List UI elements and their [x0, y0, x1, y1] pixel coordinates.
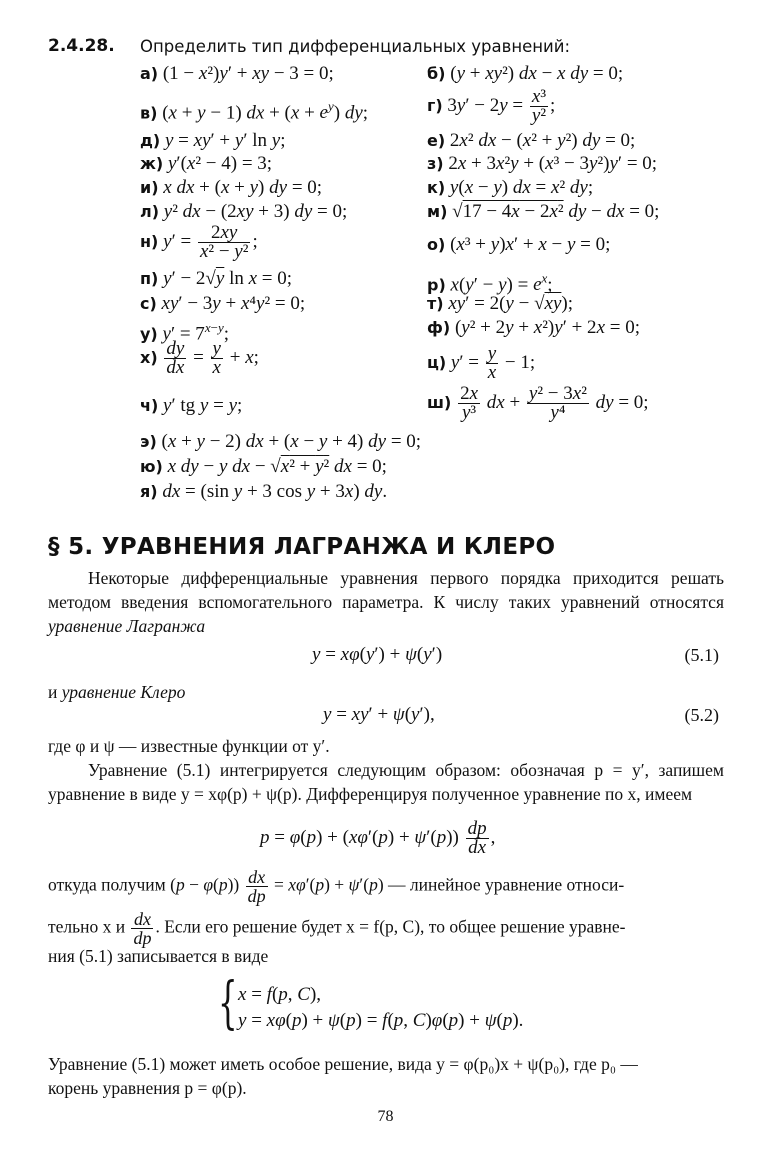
equation-5-2: y = xy′ + ψ(y′), — [323, 704, 435, 725]
equation-g: г) 3y′ − 2y = $\frac{\text{x³}}{\text{y²}}$ ; — [427, 86, 556, 126]
equation-l: л) y² dx − (2xy + 3) dy = 0; — [140, 201, 348, 222]
where-text: где φ и ψ — известные функции от y′. — [48, 736, 330, 756]
equation-eh: э) (x + y − 2) dx + (x − y + 4) dy = 0; — [140, 431, 422, 452]
system-line-2: y = xφ(p) + ψ(p) = f(p, C)φ(p) + ψ(p). — [238, 1010, 524, 1031]
equation-sh: ш) $\frac{2x}{\text{y³}}$ dx + $\frac{\text{y² − 3x²}}{\text{y⁴}}$ dy = 0; — [427, 383, 649, 423]
page-number: 78 — [377, 1108, 394, 1125]
equation-ya: я) dx = (sin y + 3 cos y + 3x) dy. — [140, 481, 388, 502]
equation-zh: ж) y′(x² − 4) = 3; — [140, 153, 273, 174]
equation-r: р) $x(y' - y) = e^x$; — [427, 271, 553, 296]
equation-m: м) √17 − 4x − 2x² dy − dx = 0; — [427, 201, 660, 222]
equation-s: с) xy′ − 3y + x⁴y² = 0; — [140, 293, 306, 314]
equation-z: з) 2x + 3x²y + (x³ − 3y²)y′ = 0; — [427, 153, 658, 174]
from-text-line: откуда получим (p − φ(p)) $\frac{dx}{dp}$ = xφ′(p) + ψ′(p) — линейное уравнение относи- — [48, 867, 625, 906]
equation-u: у) $y' = 7^{x-y}$; — [140, 320, 229, 345]
equation-i: и) x dx + (x + y) dy = 0; — [140, 177, 323, 198]
equation-yu: ю) x dy − y dx − √x² + y² dx = 0; — [140, 456, 387, 477]
method-paragraph: Уравнение (5.1) интегрируется следующим образом: обозначая p = y′, запишем уравнение в виде y = xφ(p) + ψ(p). Дифференцируя полученное уравнение по x, имеем — [48, 760, 724, 804]
problem-title: Определить тип дифференциальных уравнений: — [140, 37, 571, 56]
derivative-equation: p = φ(p) + (xφ′(p) + ψ′(p)) $\frac{dp}{dx}$ , — [260, 818, 496, 858]
relative-text-line: тельно x и $\frac{dx}{dp}$ . Если его решение будет x = f(p, C), то общее решение уравне- — [48, 909, 626, 948]
equation-d: д) y = xy′ + y′ ln y; — [140, 130, 286, 151]
equation-number-5-1: (5.1) — [684, 645, 719, 665]
system-line-1: x = f(p, C), — [238, 984, 322, 1005]
equation-5-1: y = xφ(y′) + ψ(y′) — [312, 644, 443, 665]
equation-p: п) y′ − 2√y ln x = 0; — [140, 268, 293, 289]
equation-a: а) (1 − x²)y′ + xy − 3 = 0; — [140, 63, 334, 84]
problem-number: 2.4.28. — [48, 36, 115, 56]
equation-h: х) $\frac{dy}{dx}$ = $\frac{y}{x}$ + x; — [140, 338, 259, 378]
intro-paragraph: Некоторые дифференциальные уравнения первого порядка приходится решать методом введения вспомогательного параметра. К числу таких уравнений относятся уравнение Лагранжа — [48, 568, 724, 636]
equation-t: т) xy′ = 2(y − √xy); — [427, 293, 573, 314]
equation-v: в) (x + y − 1) dx + $(x + e^y)$ dy; — [140, 99, 369, 124]
equation-f: ф) (y² + 2y + x²)y′ + 2x = 0; — [427, 317, 640, 338]
system-brace: { — [218, 971, 238, 1036]
equation-e: е) 2x² dx − (x² + y²) dy = 0; — [427, 130, 636, 151]
equation-ch: ч) y′ tg y = y; — [140, 395, 243, 416]
equation-ts: ц) y′ = $\frac{y}{x}$ − 1; — [427, 343, 536, 383]
equation-n: н) y′ = $\frac{2xy}{\text{x² − y²}}$ ; — [140, 222, 258, 262]
special-solution-text: Уравнение (5.1) может иметь особое решение, вида y = φ(p₀)x + ψ(p₀), где p₀ — — [48, 1054, 638, 1074]
equation-k: к) y(x − y) dx = x² dy; — [427, 177, 594, 198]
written-text: ния (5.1) записывается в виде — [48, 946, 269, 966]
equation-b: б) (y + xy²) dx − x dy = 0; — [427, 63, 624, 84]
root-text: корень уравнения p = φ(p). — [48, 1078, 247, 1098]
equation-o: о) (x³ + y)x′ + x − y = 0; — [427, 234, 611, 255]
equation-number-5-2: (5.2) — [684, 705, 719, 725]
section-heading: § 5. УРАВНЕНИЯ ЛАГРАНЖА И КЛЕРО — [48, 534, 556, 560]
clairaut-intro: и уравнение Клеро — [48, 682, 186, 702]
